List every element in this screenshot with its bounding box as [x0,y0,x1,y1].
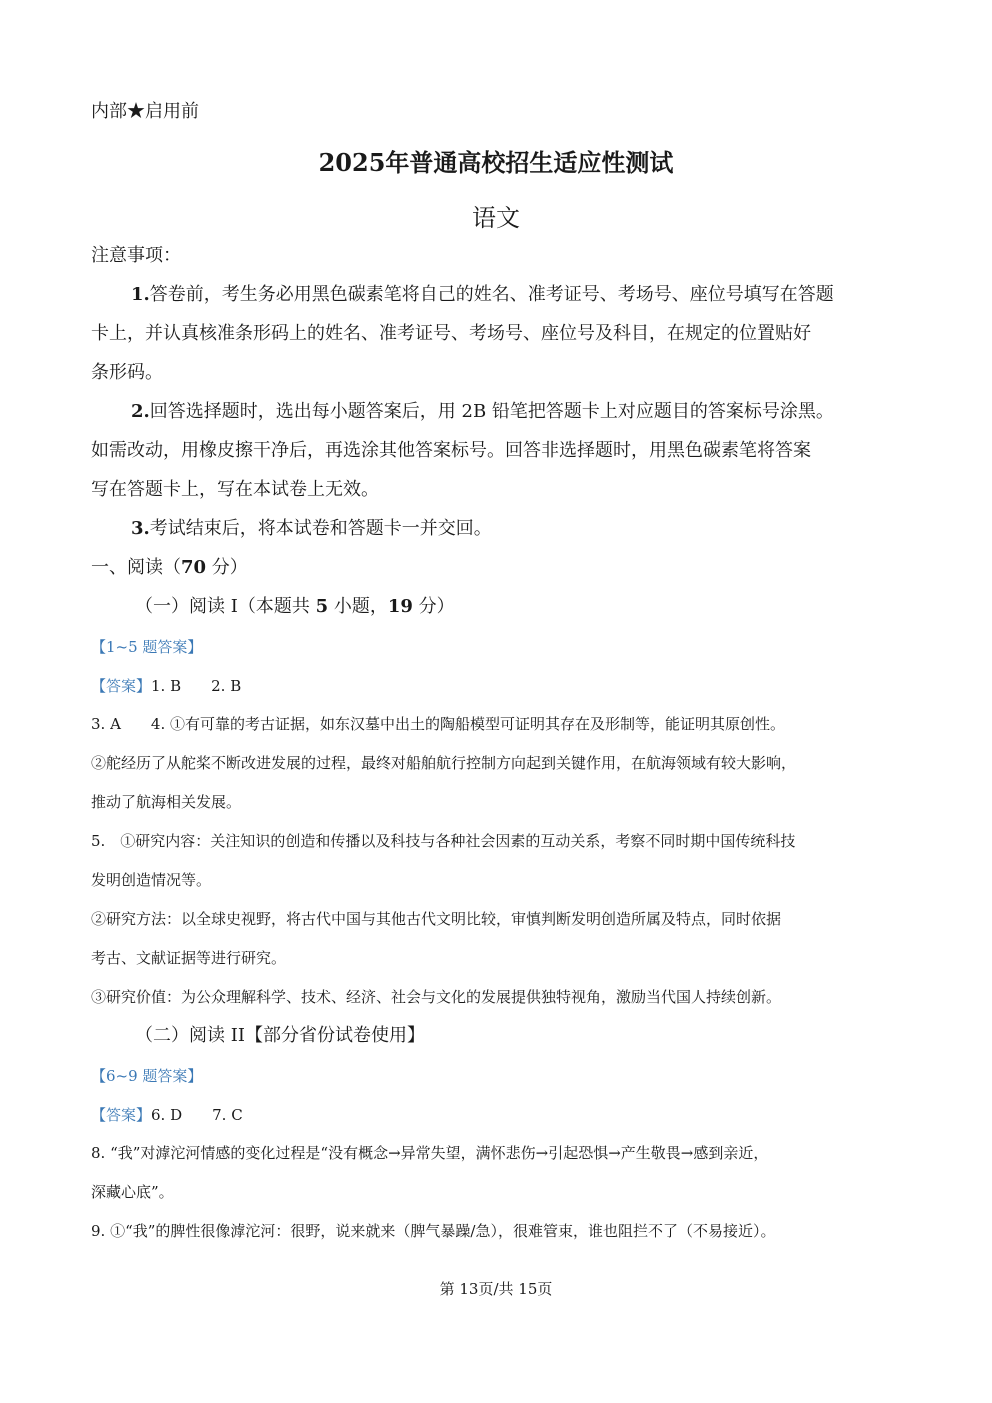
notice-item-2-line-2: 如需改动，用橡皮擦干净后，再选涂其他答案标号。回答非选择题时，用黑色碳素笔将答案 [91,440,811,461]
answer-tag-1-5: 【1~5 题答案】 [91,638,203,656]
answer-line: 8. “我”对滹沱河情感的变化过程是“没有概念→异常失望，满怀悲伤→引起恐惧→产生敬畏→感到亲近， [91,1144,769,1162]
answer-line: 9. ①“我”的脾性很像滹沱河：很野，说来就来（脾气暴躁/急），很难管束，谁也阻拦不了（不易接近）。 [91,1222,776,1240]
notice-item-1-line-2: 卡上，并认真核准条形码上的姓名、准考证号、考场号、座位号及科目，在规定的位置贴好 [91,323,811,344]
notice-item-3-line-1: 3.考试结束后，将本试卷和答题卡一并交回。 [131,518,492,539]
page-number: 第 13页/共 15页 [439,1280,553,1298]
part-1-heading: （一）阅读 I（本题共 5 小题，19 分） [135,596,455,617]
answer-line: 发明创造情况等。 [91,871,212,889]
answers-6-7: 【答案】6. D 7. C [91,1106,243,1124]
notice-item-1-line-1: 1.答卷前，考生务必用黑色碳素笔将自己的姓名、准考证号、考场号、座位号填写在答题 [131,284,834,305]
notice-item-2-line-3: 写在答题卡上，写在本试卷上无效。 [91,479,379,500]
confidential-label: 内部★启用前 [91,101,199,122]
answers-1-2: 【答案】1. B 2. B [91,677,242,695]
answer-line: ②研究方法：以全球史视野，将古代中国与其他古代文明比较，审慎判断发明创造所属及特点，同时依据 [91,910,782,928]
exam-title: 2025年普通高校招生适应性测试 [318,148,674,177]
subject-title: 语文 [472,204,520,232]
notice-heading: 注意事项： [91,245,181,266]
answer-tag-6-9: 【6~9 题答案】 [91,1067,203,1085]
answer-line: ③研究价值：为公众理解科学、技术、经济、社会与文化的发展提供独特视角，激励当代国人持续创新。 [91,988,782,1006]
answer-line: 5. ①研究内容：关注知识的创造和传播以及科技与各种社会因素的互动关系，考察不同时期中国传统科技 [91,832,796,850]
answer-line: 3. A 4. ①有可靠的考古证据，如东汉墓中出土的陶船模型可证明其存在及形制等，能证明其原创性。 [91,715,785,733]
answer-line: 推动了航海相关发展。 [91,793,242,811]
answer-line: 考古、文献证据等进行研究。 [91,949,287,967]
notice-item-1-line-3: 条形码。 [91,362,163,383]
part-2-heading: （二）阅读 II【部分省份试卷使用】 [135,1025,425,1046]
answer-line: ②舵经历了从舵桨不断改进发展的过程，最终对船舶航行控制方向起到关键作用，在航海领域有较大影响， [91,754,797,772]
answer-line: 深藏心底”。 [91,1183,174,1201]
notice-item-2-line-1: 2.回答选择题时，选出每小题答案后，用 2B 铅笔把答题卡上对应题目的答案标号涂黑。 [131,401,834,422]
section-1-heading: 一、阅读（70 分） [91,557,248,578]
